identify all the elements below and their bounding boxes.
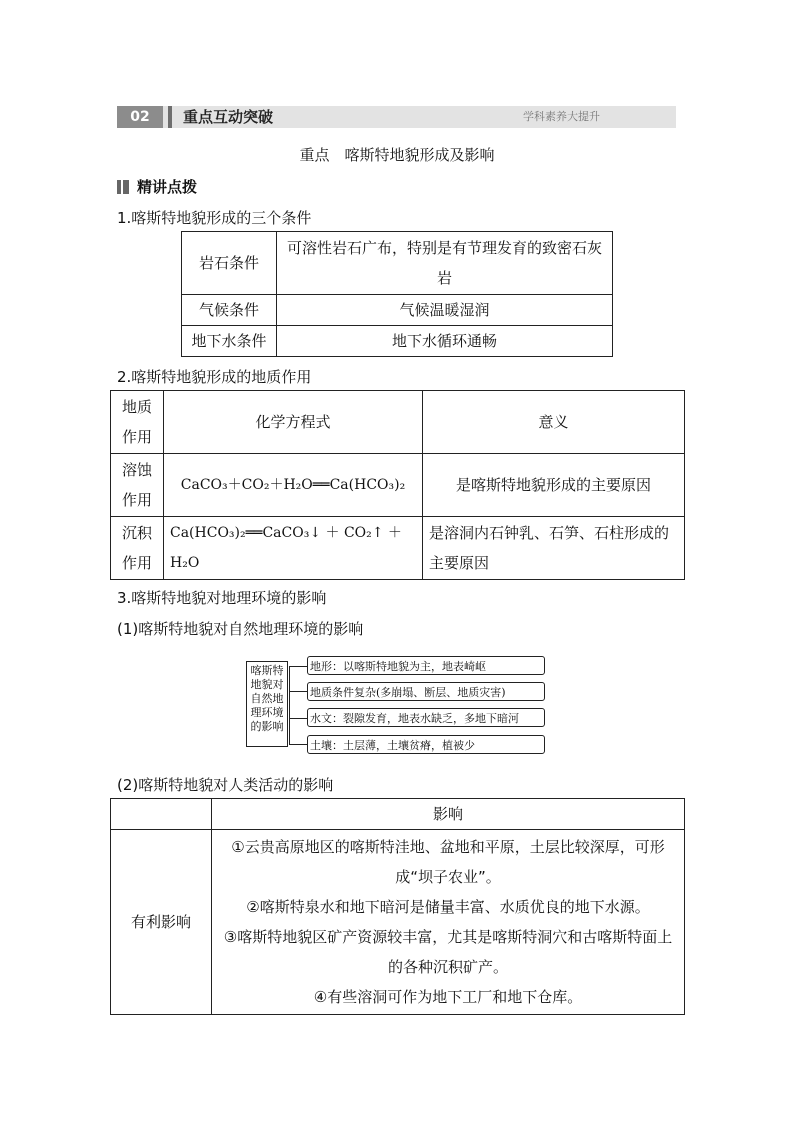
- diagram-connector: [289, 666, 290, 744]
- impact-line: ④有些溶洞可作为地下工厂和地下仓库。: [313, 988, 583, 1006]
- table-row: [182, 232, 613, 295]
- heading-3a: (1)喀斯特地貌对自然地理环境的影响: [117, 620, 364, 638]
- table-cell: 是喀斯特地貌形成的主要原因: [423, 454, 685, 517]
- heading-1: 1.喀斯特地貌形成的三个条件: [117, 209, 312, 227]
- impact-line: ③喀斯特地貌区矿产资源较丰富，尤其是喀斯特洞穴和古喀斯特面上的各种沉积矿产。: [223, 928, 673, 976]
- section-number: 02: [117, 106, 163, 128]
- table-cell: 气候温暖湿润: [277, 295, 613, 326]
- diagram-connector: [289, 718, 307, 719]
- table-cell: 可溶性岩石广布，特别是有节理发育的致密石灰岩: [277, 232, 613, 295]
- diagram-connector: [289, 744, 307, 745]
- diagram-connector: [289, 666, 307, 667]
- diagram-center-box: 喀斯特地貌对自然地理环境的影响: [246, 661, 288, 747]
- heading-3b: (2)喀斯特地貌对人类活动的影响: [117, 776, 334, 794]
- section-title: 重点互动突破: [183, 108, 274, 126]
- table-header: 意义: [423, 391, 685, 454]
- conditions-table: [181, 231, 613, 357]
- diagram-item: 地质条件复杂(多崩塌、断层、地质灾害): [307, 682, 545, 701]
- header-divider: [168, 106, 172, 128]
- diagram-item: 土壤：土层薄，土壤贫瘠，植被少: [307, 735, 545, 754]
- table-cell: 是溶洞内石钟乳、石笋、石柱形成的主要原因: [423, 517, 685, 580]
- table-cell: 岩石条件: [182, 232, 277, 295]
- heading-2: 2.喀斯特地貌形成的地质作用: [117, 368, 312, 386]
- table-header: 地质作用: [111, 391, 164, 454]
- table-row: [111, 391, 685, 454]
- table-row: [111, 454, 685, 517]
- impact-content-cell: [212, 830, 685, 1015]
- impact-line: ②喀斯特泉水和地下暗河是储量丰富、水质优良的地下水源。: [246, 898, 650, 916]
- table-header: 化学方程式: [164, 391, 423, 454]
- diagram-item: 水文：裂隙发育，地表水缺乏，多地下暗河: [307, 708, 545, 727]
- section-label-text: 精讲点拨: [137, 178, 198, 196]
- table-cell: 溶蚀作用: [111, 454, 164, 517]
- diagram-item: 地形：以喀斯特地貌为主，地表崎岖: [307, 656, 545, 675]
- heading-3: 3.喀斯特地貌对地理环境的影响: [117, 589, 327, 607]
- equation-cell: CaCO₃＋CO₂＋H₂O══Ca(HCO₃)₂: [164, 454, 423, 517]
- section-header-bar: [117, 106, 676, 128]
- equation-cell: Ca(HCO₃)₂══CaCO₃↓ ＋ CO₂↑ ＋ H₂O: [164, 517, 423, 580]
- table-cell: 气候条件: [182, 295, 277, 326]
- table-cell: [111, 799, 212, 830]
- table-cell: 地下水条件: [182, 326, 277, 357]
- impact-line: ①云贵高原地区的喀斯特洼地、盆地和平原，土层比较深厚，可形成“坝子农业”。: [231, 838, 665, 886]
- table-row: [182, 326, 613, 357]
- table-row-label: 有利影响: [111, 830, 212, 1015]
- table-row: [111, 517, 685, 580]
- table-row: [182, 295, 613, 326]
- table-row: [111, 830, 685, 1015]
- table-row: [111, 799, 685, 830]
- page-subtitle: 重点 喀斯特地貌形成及影响: [299, 146, 495, 164]
- diagram-connector: [289, 691, 307, 692]
- table-cell: 地下水循环通畅: [277, 326, 613, 357]
- section-label: [117, 176, 197, 197]
- header-tagline: 学科素养大提升: [523, 110, 600, 123]
- table-header: 影响: [212, 799, 685, 830]
- impact-diagram: [246, 654, 548, 754]
- table-cell: 沉积作用: [111, 517, 164, 580]
- section-marker-icon: [117, 180, 129, 194]
- geology-table: [110, 390, 685, 580]
- human-impact-table: [110, 798, 685, 1015]
